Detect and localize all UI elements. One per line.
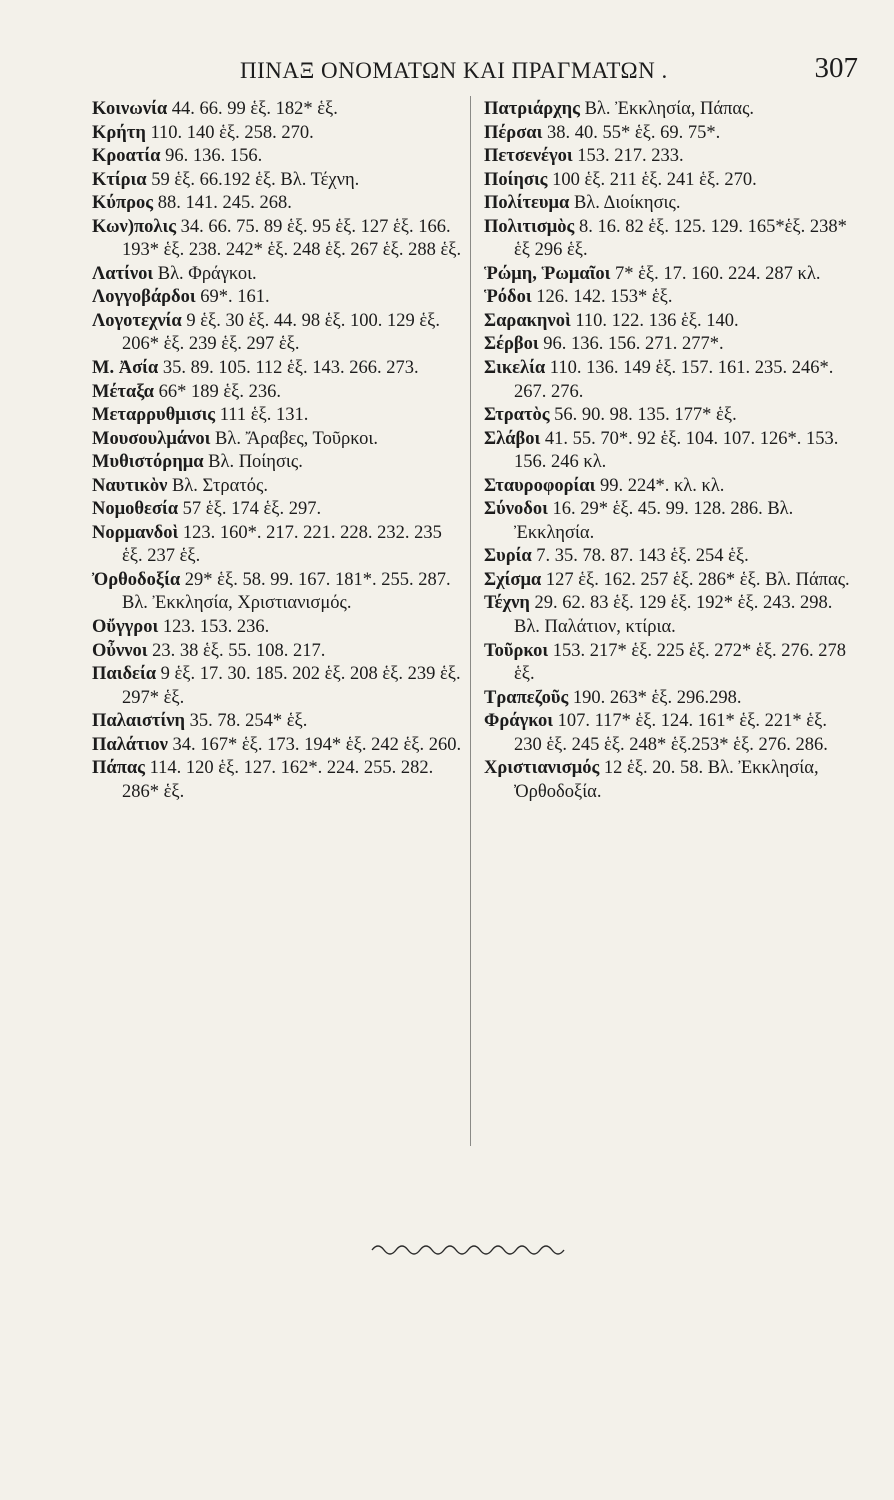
entry-term: Κοινωνία xyxy=(92,99,168,119)
entry-term: Ῥόδοι xyxy=(484,287,532,308)
index-entry xyxy=(92,263,464,287)
entry-refs: Βλ. Ποίησις. xyxy=(208,452,303,473)
entry-term: Σχίσμα xyxy=(484,569,542,590)
index-entry xyxy=(92,216,464,263)
index-entry xyxy=(92,663,464,710)
index-entry xyxy=(92,522,464,569)
index-entry xyxy=(92,98,464,122)
index-entry xyxy=(484,498,854,545)
index-entry xyxy=(92,122,464,146)
index-entry xyxy=(484,216,854,263)
entry-refs: 111 ἑξ. 131. xyxy=(219,405,309,426)
entry-refs: 123. 153. 236. xyxy=(162,617,270,638)
index-entry xyxy=(92,381,464,405)
index-entry xyxy=(484,569,854,593)
index-entry xyxy=(92,475,464,499)
entry-refs: 34. 167* ἑξ. 173. 194* ἑξ. 242 ἑξ. 260. xyxy=(172,734,462,755)
index-entry xyxy=(484,310,854,334)
index-entry xyxy=(92,640,464,664)
entry-refs: 29* ἑξ. 58. 99. 167. 181*. 255. 287. Βλ. Ἐκκλησία, Χριστιανισμός. xyxy=(122,569,451,614)
index-entry xyxy=(484,357,854,404)
entry-term: Οὔγγροι xyxy=(92,617,159,638)
entry-refs: Βλ. Διοίκησις. xyxy=(573,193,681,214)
index-entry xyxy=(92,498,464,522)
index-entry xyxy=(92,451,464,475)
index-column-right xyxy=(484,98,854,804)
index-entry xyxy=(92,404,464,428)
entry-term: Στρατὸς xyxy=(484,405,550,426)
index-entry xyxy=(92,169,464,193)
index-entry xyxy=(484,145,854,169)
entry-term: Σέρβοι xyxy=(484,334,539,355)
index-entry xyxy=(484,263,854,287)
entry-term: Πατριάρχης xyxy=(484,99,580,119)
entry-term: Κων)πολις xyxy=(92,216,176,237)
index-entry xyxy=(92,192,464,216)
index-entry xyxy=(484,640,854,687)
entry-term: Παιδεία xyxy=(92,664,157,685)
entry-term: Λογοτεχνία xyxy=(92,310,182,331)
entry-refs: 12 ἑξ. 20. 58. Βλ. Ἐκκλησία, Ὀρθοδοξία. xyxy=(514,758,819,802)
index-entry xyxy=(484,122,854,146)
entry-term: Τέχνη xyxy=(484,593,530,614)
entry-term: Φράγκοι xyxy=(484,711,553,732)
entry-refs: 38. 40. 55* ἑξ. 69. 75*. xyxy=(546,122,721,143)
entry-term: Μέταξα xyxy=(92,381,154,402)
index-column-left xyxy=(92,98,464,804)
entry-term: Λογγοβάρδοι xyxy=(92,287,196,308)
entry-term: Τραπεζοῦς xyxy=(484,687,569,708)
entry-refs: 9 ἑξ. 30 ἑξ. 44. 98 ἑξ. 100. 129 ἑξ. 206* ἑξ. 239 ἑξ. 297 ἑξ. xyxy=(122,310,441,355)
entry-refs: 41. 55. 70*. 92 ἑξ. 104. 107. 126*. 153. 156. 246 κλ. xyxy=(514,428,839,473)
index-entry xyxy=(92,310,464,357)
entry-term: Σταυροφορίαι xyxy=(484,475,596,496)
index-entry xyxy=(92,145,464,169)
page-number: 307 xyxy=(814,52,858,84)
index-entry xyxy=(484,404,854,428)
index-entry xyxy=(92,734,464,758)
index-entry xyxy=(484,545,854,569)
index-entry xyxy=(484,687,854,711)
index-entry xyxy=(92,569,464,616)
entry-refs: Βλ. Στρατός. xyxy=(171,475,268,496)
entry-refs: 110. 136. 149 ἑξ. 157. 161. 235. 246*. 267. 276. xyxy=(514,358,834,402)
entry-term: Νορμανδοὶ xyxy=(92,522,179,543)
entry-refs: 110. 140 ἑξ. 258. 270. xyxy=(150,122,314,143)
entry-term: Μουσουλμάνοι xyxy=(92,428,211,449)
entry-refs: 29. 62. 83 ἑξ. 129 ἑξ. 192* ἑξ. 243. 298. Βλ. Παλάτιον, κτίρια. xyxy=(514,593,833,638)
column-divider xyxy=(470,96,471,1146)
index-entry xyxy=(484,333,854,357)
entry-refs: 127 ἑξ. 162. 257 ἑξ. 286* ἑξ. Βλ. Πάπας. xyxy=(545,569,850,590)
entry-term: Νομοθεσία xyxy=(92,499,179,520)
entry-term: Ναυτικὸν xyxy=(92,475,168,496)
entry-refs: 16. 29* ἑξ. 45. 99. 128. 286. Βλ. Ἐκκλησία. xyxy=(514,499,794,543)
entry-refs: 7* ἑξ. 17. 160. 224. 287 κλ. xyxy=(615,263,821,284)
entry-refs: 23. 38 ἑξ. 55. 108. 217. xyxy=(152,640,326,661)
entry-term: Πετσενέγοι xyxy=(484,146,573,167)
entry-term: Λατίνοι xyxy=(92,263,154,284)
index-entry xyxy=(92,710,464,734)
entry-term: Παλάτιον xyxy=(92,734,168,755)
entry-refs: 9 ἑξ. 17. 30. 185. 202 ἑξ. 208 ἑξ. 239 ἑξ. 297* ἑξ. xyxy=(122,664,461,708)
entry-refs: 114. 120 ἑξ. 127. 162*. 224. 255. 282. 286* ἑξ. xyxy=(122,758,434,802)
entry-refs: 69*. 161. xyxy=(200,287,270,308)
entry-term: Πάπας xyxy=(92,758,145,779)
entry-term: Πέρσαι xyxy=(484,122,543,143)
entry-term: Συρία xyxy=(484,546,532,567)
entry-term: Ὀρθοδοξία xyxy=(92,569,181,590)
index-entry xyxy=(92,616,464,640)
entry-refs: 88. 141. 245. 268. xyxy=(157,193,292,214)
entry-refs: 126. 142. 153* ἑξ. xyxy=(536,287,673,308)
entry-refs: 7. 35. 78. 87. 143 ἑξ. 254 ἑξ. xyxy=(536,546,749,567)
index-entry xyxy=(484,98,854,122)
end-ornament-icon xyxy=(370,1240,570,1260)
entry-refs: 153. 217* ἑξ. 225 ἑξ. 272* ἑξ. 276. 278 ἑξ. xyxy=(514,640,846,685)
entry-term: Μ. Ἀσία xyxy=(92,358,159,379)
entry-refs: 107. 117* ἑξ. 124. 161* ἑξ. 221* ἑξ. 230 ἑξ. 245 ἑξ. 248* ἑξ.253* ἑξ. 276. 286. xyxy=(514,711,828,755)
entry-refs: 110. 122. 136 ἑξ. 140. xyxy=(575,310,739,331)
entry-refs: 190. 263* ἑξ. 296.298. xyxy=(572,687,742,708)
entry-refs: 96. 136. 156. 271. 277*. xyxy=(543,334,724,355)
index-entry xyxy=(484,428,854,475)
index-entry xyxy=(92,428,464,452)
entry-term: Κτίρια xyxy=(92,169,147,190)
entry-term: Πολίτευμα xyxy=(484,193,570,214)
entry-refs: 44. 66. 99 ἑξ. 182* ἑξ. xyxy=(171,99,338,119)
entry-refs: 59 ἑξ. 66.192 ἑξ. Βλ. Τέχνη. xyxy=(151,169,360,190)
entry-term: Τοῦρκοι xyxy=(484,640,549,661)
index-entry xyxy=(484,592,854,639)
entry-refs: Βλ. Ἄραβες, Τοῦρκοι. xyxy=(215,428,378,449)
entry-term: Σαρακηνοὶ xyxy=(484,310,571,331)
entry-refs: 153. 217. 233. xyxy=(577,146,684,167)
entry-refs: Βλ. Ἐκκλησία, Πάπας. xyxy=(584,99,755,119)
running-title: ΠΙΝΑΞ ΟΝΟΜΑΤΩΝ ΚΑΙ ΠΡΑΓΜΑΤΩΝ . xyxy=(240,58,668,83)
entry-refs: 8. 16. 82 ἑξ. 125. 129. 165*ἑξ. 238* ἑξ 296 ἑξ. xyxy=(514,216,847,261)
entry-term: Σικελία xyxy=(484,358,546,379)
entry-refs: 35. 78. 254* ἑξ. xyxy=(189,711,308,732)
entry-term: Κρήτη xyxy=(92,122,146,143)
entry-term: Κροατία xyxy=(92,146,161,167)
page-header xyxy=(60,52,858,92)
index-entry xyxy=(92,286,464,310)
entry-term: Οὖννοι xyxy=(92,640,148,661)
entry-term: Μεταρρυθμισις xyxy=(92,405,216,426)
entry-term: Κύπρος xyxy=(92,193,154,214)
entry-term: Σύνοδοι xyxy=(484,499,548,520)
index-entry xyxy=(484,710,854,757)
entry-term: Παλαιστίνη xyxy=(92,711,185,732)
entry-refs: 34. 66. 75. 89 ἑξ. 95 ἑξ. 127 ἑξ. 166. 193* ἑξ. 238. 242* ἑξ. 248 ἑξ. 267 ἑξ. 288 ἑξ. xyxy=(122,216,462,261)
entry-term: Πολιτισμὸς xyxy=(484,216,575,237)
index-entry xyxy=(484,757,854,804)
entry-refs: 56. 90. 98. 135. 177* ἑξ. xyxy=(554,405,737,426)
entry-term: Σλάβοι xyxy=(484,428,541,449)
entry-refs: Βλ. Φράγκοι. xyxy=(157,263,257,284)
entry-refs: 96. 136. 156. xyxy=(165,146,263,167)
entry-refs: 57 ἑξ. 174 ἑξ. 297. xyxy=(182,499,322,520)
index-entry xyxy=(92,757,464,804)
entry-refs: 66* 189 ἑξ. 236. xyxy=(158,381,282,402)
index-entry xyxy=(484,169,854,193)
index-entry xyxy=(484,286,854,310)
entry-term: Ῥώμη, Ῥωμαῖοι xyxy=(484,263,611,284)
index-entry xyxy=(92,357,464,381)
entry-refs: 123. 160*. 217. 221. 228. 232. 235 ἑξ. 237 ἑξ. xyxy=(122,522,442,567)
index-entry xyxy=(484,192,854,216)
index-entry xyxy=(484,475,854,499)
entry-refs: 35. 89. 105. 112 ἑξ. 143. 266. 273. xyxy=(162,358,419,379)
entry-term: Χριστιανισμός xyxy=(484,758,600,779)
entry-term: Ποίησις xyxy=(484,169,548,190)
entry-refs: 100 ἑξ. 211 ἑξ. 241 ἑξ. 270. xyxy=(552,169,757,190)
entry-term: Μυθιστόρημα xyxy=(92,452,204,473)
entry-refs: 99. 224*. κλ. κλ. xyxy=(599,475,725,496)
